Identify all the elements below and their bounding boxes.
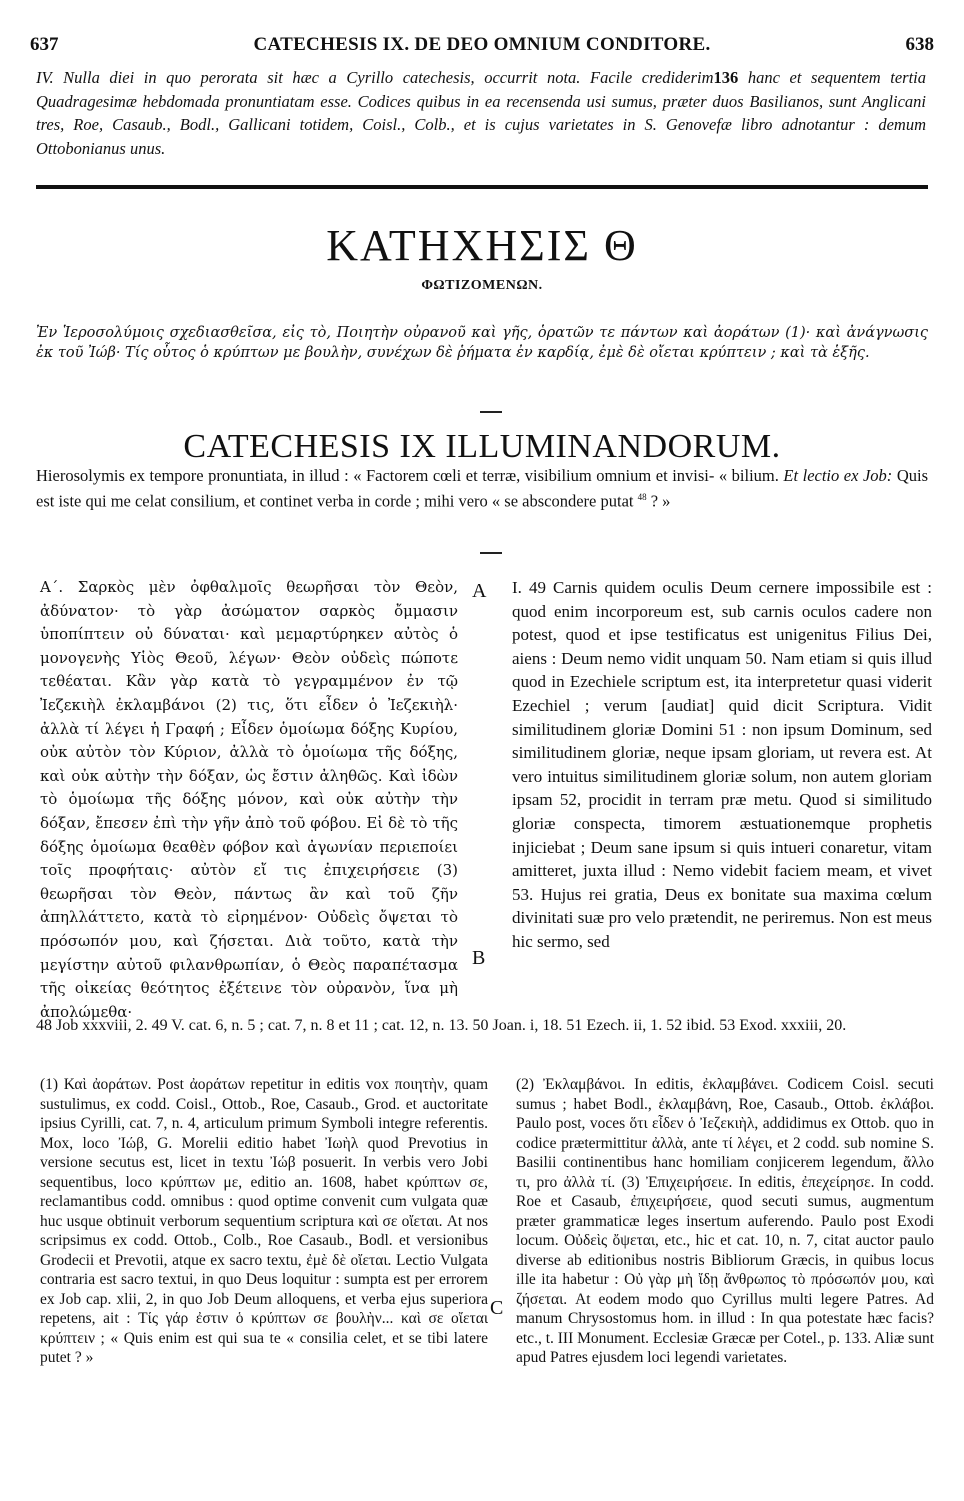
intro-paragraph [36,66,926,160]
reference-footnotes: 48 Job xxxviii, 2. 49 V. cat. 6, n. 5 ; cat. 7, n. 8 et 11 ; cat. 12, n. 13. 50 Joan. i, 18. 51 Ezech. ii, 1. 52 ibid. 53 Exod. xxxiii, 20. [36,1017,847,1034]
latin-abstract-part3: ? » [646,491,671,510]
latin-abstract-part1: Hierosolymis ex tempore pronuntiata, in illud : « Factorem cœli et terræ, visibilium omnium et invisi- « bilium. [36,466,784,485]
running-title: CATECHESIS IX. DE DEO OMNIUM CONDITORE. [253,34,711,55]
page-header [30,34,934,58]
greek-title: ΚΑΤΗΧΗΣΙΣ Θ [326,221,638,270]
greek-body-column: Α΄. Σαρκὸς μὲν ὀφθαλμοῖς θεωρῆσαι τὸν Θεὸν, ἀδύνατον· τὸ γὰρ ἀσώματον σαρκὸς ὄμμασιν ὑποπίπτειν οὐ δύναται· καὶ μεμαρτύρηκεν αὐτὸς ὁ μονογενὴς Υἱὸς Θεοῦ, λέγων· Θεὸν οὐδεὶς πώποτε τεθέαται. Κἂν γὰρ κατὰ τὸ γεγραμμένον ἐν τῷ Ἰεζεκιὴλ ἐκλαμβάνοι (2) τις, ὅτι εἶδεν ὁ Ἰεζεκιὴλ· ἀλλὰ τί λέγει ἡ Γραφή ; Εἶδεν ὁμοίωμα δόξης Κυρίου, οὐκ αὐτὸν τὸν Κύριον, ἀλλὰ τὸ ὁμοίωμα τῆς δόξης, καὶ οὐκ αὐτὴν τὴν δόξαν, ὡς ἔστιν ἀληθῶς. Καὶ ἰδὼν τὸ ὁμοίωμα τῆς δόξης μόνον, καὶ οὐκ αὐτὴν τὴν δόξαν, ἔπεσεν ἐπὶ τὴν γῆν ἀπὸ τοῦ φόβου. Εἰ δὲ τὸ τῆς δόξης ὁμοίωμα θεαθὲν φόβον καὶ ἀγωνίαν περιεποίει τοῖς προφήταις· αὐτὸν εἴ τις ἐπιχειρήσειε (3) θεωρῆσαι τὸν Θεὸν, πάντως ἂν καὶ τοῦ ζῆν ἀπηλλάττετο, κατὰ τὸ εἰρημένον· Οὐδεὶς ὄψεται τὸ πρόσωπόν μου, καὶ ζήσεται. Διὰ τοῦτο, κατὰ τὴν μεγίστην αὐτοῦ φιλανθρωπίαν, ὁ Θεὸς παραπέτασμα τῆς οἰκείας θεότητος ἐξέτεινε τὸν οὐρανὸν, ἵνα μὴ ἀπολώμεθα· [40,578,458,1021]
latin-abstract-italic: Et lectio ex Job: [783,466,893,485]
intro-text-continued: hanc et sequentem tertia Quadragesimæ hebdomada pronuntiatam esse. Codices quibus in ea recensenda usi sumus, præter duos Basilianos, sunt Anglicani tres, Roe, Casaub., Bodl., Gallicani totidem, Coisl., Colb., et is cujus varietates in S. Genovefæ libro adnotantur : demum Ottobonianus unus. [36,68,927,158]
greek-subtitle: ΦΩΤΙΖΟΜΕΝΩΝ. [421,278,543,293]
margin-marker-b: B [472,947,486,969]
critical-note-left: (1) Καὶ ἀοράτων. Post ἀοράτων repetitur in editis vox ποιητὴν, quam sustulimus, ex codd. Coisl., Ottob., Roe, Casaub., Grod. et auctoritate ipsius Cyrilli, cat. 7, n. 4, articulum primum Symboli integre referentis. Mox, loco Ἰώβ, G. Morelii editio habet Ἰωὴλ quod Prevotius in versione secutus est, licet in textu Ἰώβ posuerit. In verbis vero Jobi sequentibus, loco κρύπτων με, editio an. 1608, habet κρύπτων σε, reclamantibus codd. omnibus : quod optime convenit cum vulgata quæ huc usque obtinuit verborum sequentium scriptura καὶ σε οἴεται. At nos scripsimus ex codd. Ottob., Colb., Roe Casaub., Bodl. et versionibus Grodecii et Prevotii, atque ex sacro textu, ἐμὲ δὲ οἴεται. Lectio Vulgata contraria est sacro textui, in quo Deus loquitur : sumpta est per errorem ex Job cap. xlii, 2, in quo Job Deum alloquens, et verba ejus superiora repetens, ait : Τίς γάρ ἐστιν ὁ κρύπτων σε βουλὴν... καὶ σε οἴεται κρύπτειν ; « Quis enim est qui sua te « consilia celet, et se tibi latere putet ? » [40,1076,488,1366]
left-page-number: 637 [30,34,59,55]
intro-text: IV. Nulla diei in quo perorata sit hæc a Cyrillo catechesis, occurrit nota. Facile crediderim [36,68,714,87]
intro-bold-number: 136 [713,68,739,87]
latin-abstract [36,466,928,512]
greek-abstract: Ἐν Ἱεροσολύμοις σχεδιασθεῖσα, εἰς τὸ, Ποιητὴν οὐρανοῦ καὶ γῆς, ὁρατῶν τε πάντων καὶ ἀοράτων (1)· καὶ ἀνάγνωσις ἐκ τοῦ Ἰώβ· Τίς οὗτος ὁ κρύπτων με βουλὴν, συνέχων δὲ ῥήματα ἐν καρδίᾳ, ἐμὲ δὲ οἴεται κρύπτειν ; καὶ τὰ ἑξῆς. [36,325,928,361]
section-rule [36,185,928,189]
latin-abstract-sup: 48 [637,491,647,502]
divider-dash-2 [480,552,502,554]
margin-marker-c: C [490,1297,504,1319]
latin-body-column: I. 49 Carnis quidem oculis Deum cernere impossibile est : quod enim incorporeum est, sub carnis oculos cadere non potest, quod et ipse testificatus est unigenitus Filius Dei, aiens : Deum nemo vidit unquam 50. Nam etiam si quis illud quod in Ezechiele scriptum est, ita interpretetur quasi viderit Ezechiel ; verum [audiat] quid dicit Scriptura. Vidit similitudinem gloriæ Domini 51 : non ipsum Dominum, sed similitudinem gloriæ, neque ipsam gloriam, ut revera est. At vero intuitus similitudinem gloriæ solum, non autem gloriam ipsam 52, procidit in terram præ metu. Quod si similitudo gloriæ conspecta, timorem æstuationemque prophetis injiciebat ; Deum sane ipsum si quis intueri conaretur, vitam amitteret, juxta illud : Nemo videbit faciem meam, et vivet 53. Hujus rei gratia, Deus ex bonitate sua maxima cœlum divinitati suæ pro velo prætendit, ne periremus. Non est meus hic sermo, sed [512,578,932,951]
latin-title: CATECHESIS IX ILLUMINANDORUM. [183,428,781,465]
critical-note-right: (2) Ἐκλαμβάνοι. In editis, ἐκλαμβάνει. Codicem Coisl. secuti sumus ; habet Bodl., ἐκλαμβάνη, Roe, Casaub., Ottob. ἐκλάβοι. Paulo post, voces ὅτι εἶδεν ὁ Ἰεζεκιὴλ, addidimus ex Ottob. quo in codice prætermittitur ἀλλὰ, ante τί λέγει, et 2 codd. sub nomine S. Basilii continentibus hanc homiliam conjicerem legendum, ἄλλο τι, pro ἀλλὰ τί. (3) Ἐπιχειρήσειε. In editis, ἐπεχείρησε. In codd. Roe et Casaub, ἐπιχειρήσειε, quod secuti sumus, augmentum præter grammaticæ leges insertum auferendo. Paulo post Exodi locum. Οὐδεὶς ὄψεται, etc., hic et cat. 10, n. 7, citat auctor paulo diverse ab editionibus nostris Bibliorum Græcis, in quibus locus ille ita habetur : Οὐ γὰρ μὴ ἴδῃ ἄνθρωπος τὸ πρόσωπόν μου, καὶ ζήσεται. At eodem modo quo Cyrillus multi legere Patres. Ad manum Chrysostomus hom. in illud : In qua potestate hæc facis? etc., t. III Monument. Ecclesiæ Græcæ per Cotel., p. 133. Aliæ sunt apud Patres ejusdem loci legendi varietates. [516,1076,935,1366]
divider-dash [480,411,502,413]
margin-marker-a: A [472,580,487,602]
right-page-number: 638 [905,34,934,55]
latin-abstract-part2: Quis est iste qui me celat consilium, et continet verba in corde ; mihi vero « se abscondere putat [36,466,928,510]
